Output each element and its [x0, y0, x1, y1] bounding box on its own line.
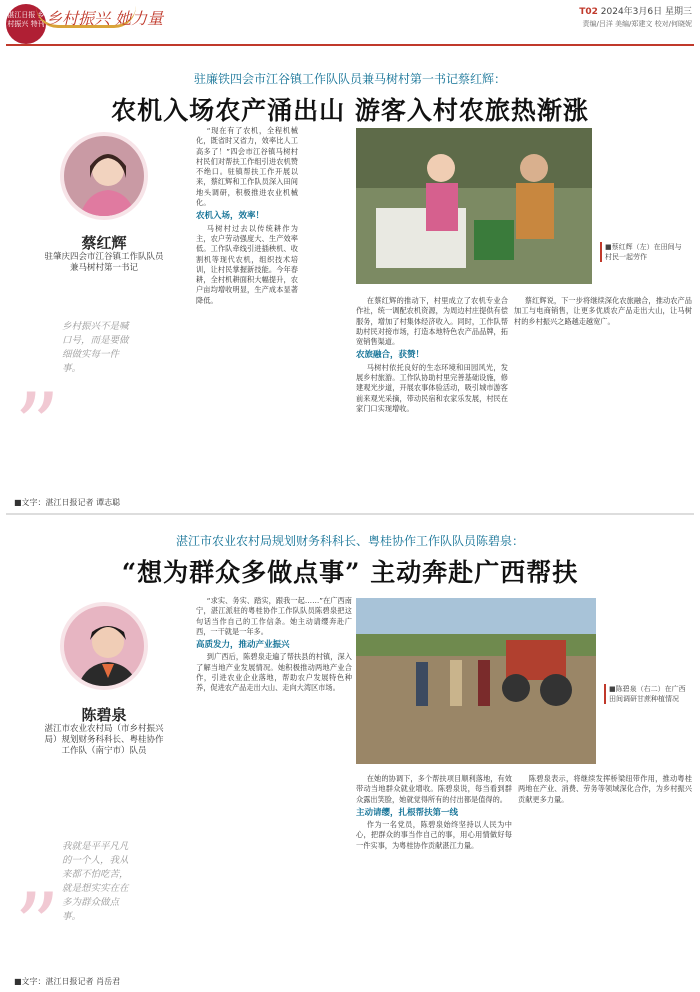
quote-mark-icon: ”: [14, 874, 61, 979]
article1-column-1: [196, 126, 298, 508]
article2-paragraph: 作为一名党员，陈碧泉始终坚持以人民为中心，把群众的事当作自己的事，用心用情做好每一件实事，为粤桂协作贡献湛江力量。: [356, 820, 512, 850]
article2-column-3: [518, 774, 692, 984]
article2-subtitle: 湛江市农业农村局规划财务科科长、粤桂协作工作队队员陈碧泉：: [175, 534, 524, 548]
article2-section-heading: 主动请缨，扎根帮扶第一线: [356, 807, 459, 818]
article1-section-heading: 农机入场，效率！: [196, 211, 265, 222]
section-title: 乡村振兴 她力量: [46, 9, 164, 28]
farm-photo-icon: [356, 128, 592, 284]
article1-photo-caption: ■蔡红辉（左）在田间与村民一起劳作: [600, 242, 686, 262]
article1-credit: ■文字：湛江日报记者 谭志聪: [14, 498, 121, 507]
header-rule: [6, 44, 694, 46]
page-info: [579, 4, 692, 29]
article1-photo: [356, 128, 592, 284]
article1-person-role: 驻肇庆四会市江谷镇工作队队员兼马树村第一书记: [44, 252, 164, 273]
field-photo-icon: [356, 598, 596, 764]
article2-person-name: 陈碧泉: [81, 706, 127, 724]
article2-column-2: [356, 774, 512, 984]
article1-quote: 乡村振兴不是喊口号，而是要做细做实每一件事。: [62, 321, 129, 374]
article2-quote: 我就是平平凡凡的一个人，我从来都不怕吃苦，就是想实实在在多为群众做点事。: [62, 841, 129, 922]
article1-column-3: [514, 296, 692, 508]
article2-person-role: 湛江市农业农村局（市乡村振兴局）规划财务科科长、粤桂协作工作队（南宁市）队员: [44, 724, 164, 756]
issue-date: 2024年3月6日 星期三: [600, 7, 692, 17]
article2-credit: ■文字：湛江日报记者 肖岳君: [14, 977, 121, 986]
article1-section-heading: 农旅融合，获赞！: [356, 350, 425, 361]
article1-paragraph: 蔡红辉说，下一步将继续深化农旅融合，推动农产品加工与电商销售，让更多优质农产品走出大山，让马树村的乡村振兴之路越走越宽广。: [514, 296, 692, 326]
article1-paragraph: 马树村过去以传统耕作为主，农户劳动强度大、生产效率低。工作队牵线引进插秧机、收割机等现代农机，组织技术培训，让村民掌握新技能。今年春耕，全村机耕面积大幅提升，农户亩均增收明显，生产成本显著降低。: [196, 223, 298, 305]
article1-headline: 农机入场农产涌出山 游客入村农旅热渐涨: [111, 96, 589, 125]
article1-portrait: [60, 132, 148, 220]
article1-column-2: [356, 296, 508, 508]
article2-paragraph: 在她的协调下，多个帮扶项目顺利落地，有效带动当地群众就业增收。陈碧泉说，每当看到群众露出笑脸，她就觉得所有的付出都是值得的。: [356, 774, 512, 804]
article2-paragraph: 到广西后，陈碧泉走遍了帮扶县的村镇，深入了解当地产业发展情况。她积极推动两地产业合作，引进农业企业落地，帮助农户发展特色种养，促进农产品走出大山、走向大湾区市场。: [196, 652, 352, 693]
article2-photo: [356, 598, 596, 764]
logo-text: 湛江日报 乡村振兴 特刊: [7, 11, 45, 28]
article1-paragraph: “现在有了农机，全程机械化，既省时又省力，效率比人工高多了！”四会市江谷镇马树村村民们对帮扶工作组引进农机赞不绝口。驻镇帮扶工作开展以来，蔡红辉和工作队员深入田间地头调研，积极推进农业机械化。: [196, 126, 298, 208]
editor-credits: 责编/吕洋 美编/郑建文 校对/何晓妮: [582, 20, 692, 28]
article1-subtitle: 驻廉铁四会市江谷镇工作队队员兼马树村第一书记蔡红辉：: [193, 72, 506, 86]
article-divider: [6, 513, 694, 515]
person-photo-icon: [64, 606, 148, 690]
person-photo-icon: [64, 136, 148, 220]
article1-paragraph: 马树村依托良好的生态环境和田园风光，发展乡村旅游。工作队协助村里完善基础设施，修建观光步道，开展农事体验活动，吸引城市游客前来观光采摘，带动民宿和农家乐发展，村民在家门口实现增收。: [356, 362, 508, 413]
article2-paragraph: 陈碧泉表示，将继续发挥桥梁纽带作用，推动粤桂两地在产业、消费、劳务等领域深化合作，为乡村振兴贡献更多力量。: [518, 774, 692, 804]
article2-portrait: [60, 602, 148, 690]
page-number: T02: [579, 7, 598, 17]
article2-photo-caption: ■陈碧泉（右二）在广西田间调研甘蔗种植情况: [604, 684, 688, 704]
article1-paragraph: 在蔡红辉的推动下，村里成立了农机专业合作社，统一调配农机资源，为周边村庄提供有偿服务，增加了村集体经济收入。同时，工作队帮助村民对接市场，打造本地特色农产品品牌，拓宽销售渠道。: [356, 296, 508, 347]
article2-column-1: [196, 596, 352, 982]
article2-headline: “想为群众多做点事” 主动奔赴广西帮扶: [121, 558, 579, 587]
article1-person-name: 蔡红辉: [81, 234, 127, 252]
article2-paragraph: “求实、务实、踏实，跟我一起……”在广西南宁，湛江派驻的粤桂协作工作队队员陈碧泉把这句话当作自己的工作信条。她主动请缨奔赴广西，一干就是一年多。: [196, 596, 352, 636]
article2-section-heading: 高质发力，推动产业振兴: [196, 640, 290, 651]
quote-mark-icon: ”: [14, 374, 61, 479]
